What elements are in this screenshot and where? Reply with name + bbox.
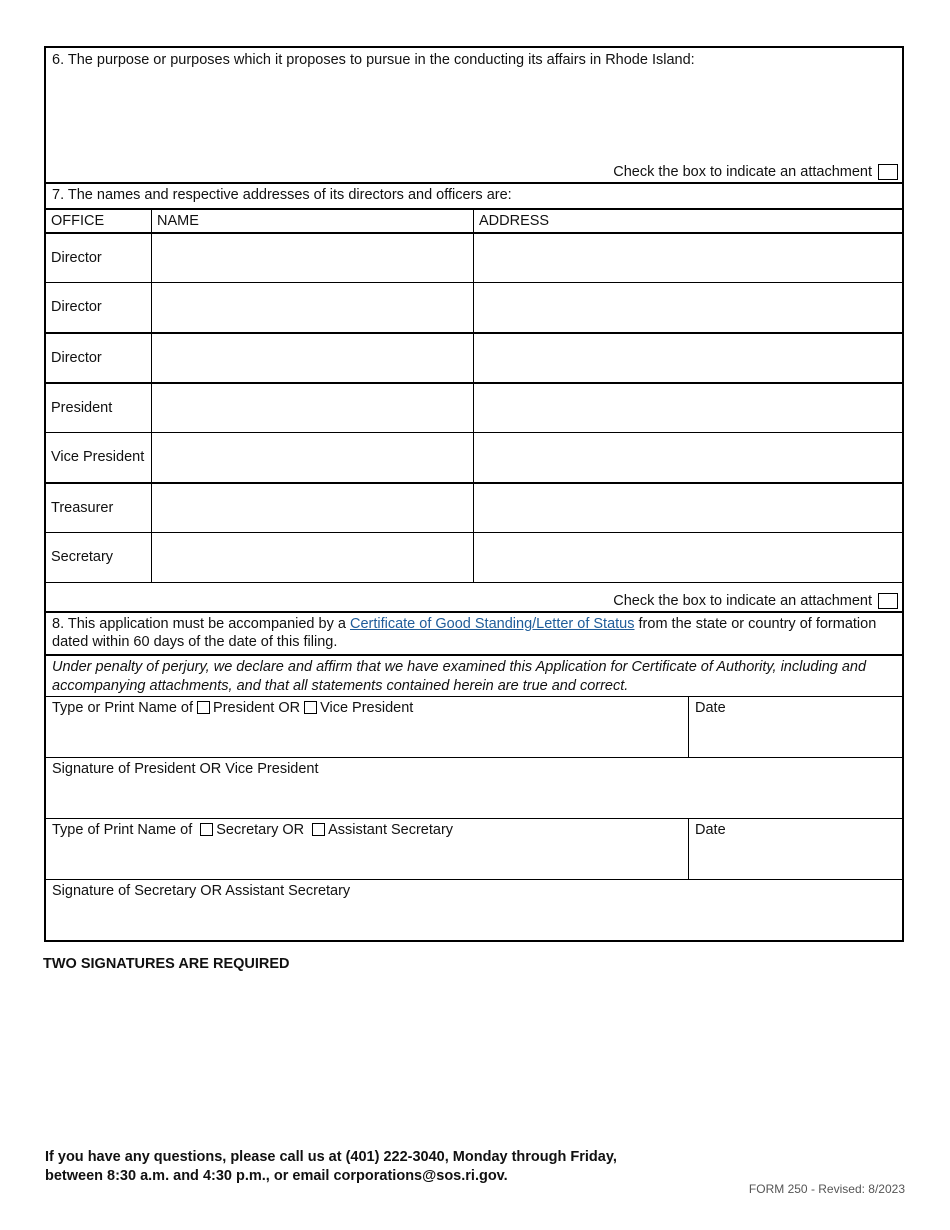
secretary-name-row (46, 818, 902, 879)
president-signature-field[interactable] (46, 757, 902, 818)
certificate-link[interactable]: Certificate of Good Standing/Letter of Status (349, 616, 635, 632)
date-label: Date (695, 700, 726, 716)
address-field[interactable] (474, 533, 902, 582)
name-field[interactable] (152, 384, 474, 432)
name-field[interactable] (152, 283, 474, 332)
declaration: Under penalty of perjury, we declare and affirm that we have examined this Application for Certificate of Authority, including and accompanying attachments, and that all statements contained herein are true and correct. (46, 654, 902, 696)
address-field[interactable] (474, 283, 902, 332)
address-field[interactable] (474, 433, 902, 482)
name-field[interactable] (152, 533, 474, 582)
signatures-required-note: TWO SIGNATURES ARE REQUIRED (43, 956, 290, 972)
name-field[interactable] (152, 484, 474, 532)
secretary-signature-field[interactable] (46, 879, 902, 940)
attachment-label: Check the box to indicate an attachment (613, 593, 872, 609)
address-field[interactable] (474, 384, 902, 432)
section-6-text: 6. The purpose or purposes which it proposes to pursue in the conducting its affairs in Rhode Island: (52, 52, 695, 68)
president-option-label: President OR (213, 700, 301, 716)
section-7-attachment-row (46, 582, 902, 611)
section-7-heading (46, 182, 902, 208)
officer-row (46, 332, 902, 382)
secretary-name-prefix: Type of Print Name of (52, 822, 193, 838)
officer-row (46, 482, 902, 532)
attachment-checkbox[interactable] (878, 593, 898, 609)
section-8-post: from the state or country of formation dated within 60 days of the date of this filing. (52, 616, 877, 650)
president-checkbox[interactable] (197, 701, 210, 714)
president-name-field[interactable] (46, 697, 689, 757)
office-label: Secretary (46, 533, 152, 582)
section-8 (46, 611, 902, 654)
secretary-option-label: Secretary OR (216, 822, 305, 838)
section-7-text: 7. The names and respective addresses of its directors and officers are: (52, 187, 512, 203)
office-label: Treasurer (46, 484, 152, 532)
section-7-attachment (613, 593, 898, 609)
president-signature-label: Signature of President OR Vice President (52, 761, 319, 777)
office-label: Director (46, 234, 152, 282)
assistant-secretary-checkbox[interactable] (312, 823, 325, 836)
office-label: Director (46, 283, 152, 332)
form-identifier: FORM 250 - Revised: 8/2023 (748, 1182, 905, 1196)
officer-row (46, 282, 902, 332)
office-label: President (46, 384, 152, 432)
officers-table-header (46, 208, 902, 232)
office-column-header: OFFICE (46, 210, 152, 232)
footer-line-1: If you have any questions, please call us at (401) 222-3040, Monday through Friday, (45, 1149, 617, 1165)
officer-row (46, 382, 902, 432)
vice-president-option-label: Vice President (320, 700, 414, 716)
secretary-checkbox[interactable] (200, 823, 213, 836)
address-field[interactable] (474, 334, 902, 382)
name-field[interactable] (152, 433, 474, 482)
attachment-label: Check the box to indicate an attachment (613, 164, 872, 180)
address-column-header: ADDRESS (479, 213, 550, 229)
name-field[interactable] (152, 234, 474, 282)
section-8-pre: 8. This application must be accompanied by a (52, 616, 350, 632)
assistant-secretary-option-label: Assistant Secretary (328, 822, 454, 838)
officer-row (46, 532, 902, 582)
secretary-signature-label: Signature of Secretary OR Assistant Secretary (52, 883, 351, 899)
attachment-checkbox[interactable] (878, 164, 898, 180)
secretary-date-field[interactable] (689, 819, 902, 879)
name-column-header: NAME (152, 210, 474, 232)
footer-contact (45, 1148, 617, 1186)
vice-president-checkbox[interactable] (304, 701, 317, 714)
president-date-field[interactable] (689, 697, 902, 757)
footer-line-2: between 8:30 a.m. and 4:30 p.m., or email corporations@sos.ri.gov. (45, 1168, 508, 1184)
officer-row (46, 432, 902, 482)
form-table (44, 46, 904, 942)
secretary-name-field[interactable] (46, 819, 689, 879)
name-field[interactable] (152, 334, 474, 382)
section-6 (46, 48, 902, 182)
office-label: Vice President (46, 433, 152, 482)
address-field[interactable] (474, 484, 902, 532)
address-field[interactable] (474, 234, 902, 282)
date-label: Date (695, 822, 726, 838)
president-name-row (46, 696, 902, 757)
president-name-prefix: Type or Print Name of (52, 700, 194, 716)
section-6-attachment (613, 164, 898, 180)
officer-row (46, 232, 902, 282)
office-label: Director (46, 334, 152, 382)
